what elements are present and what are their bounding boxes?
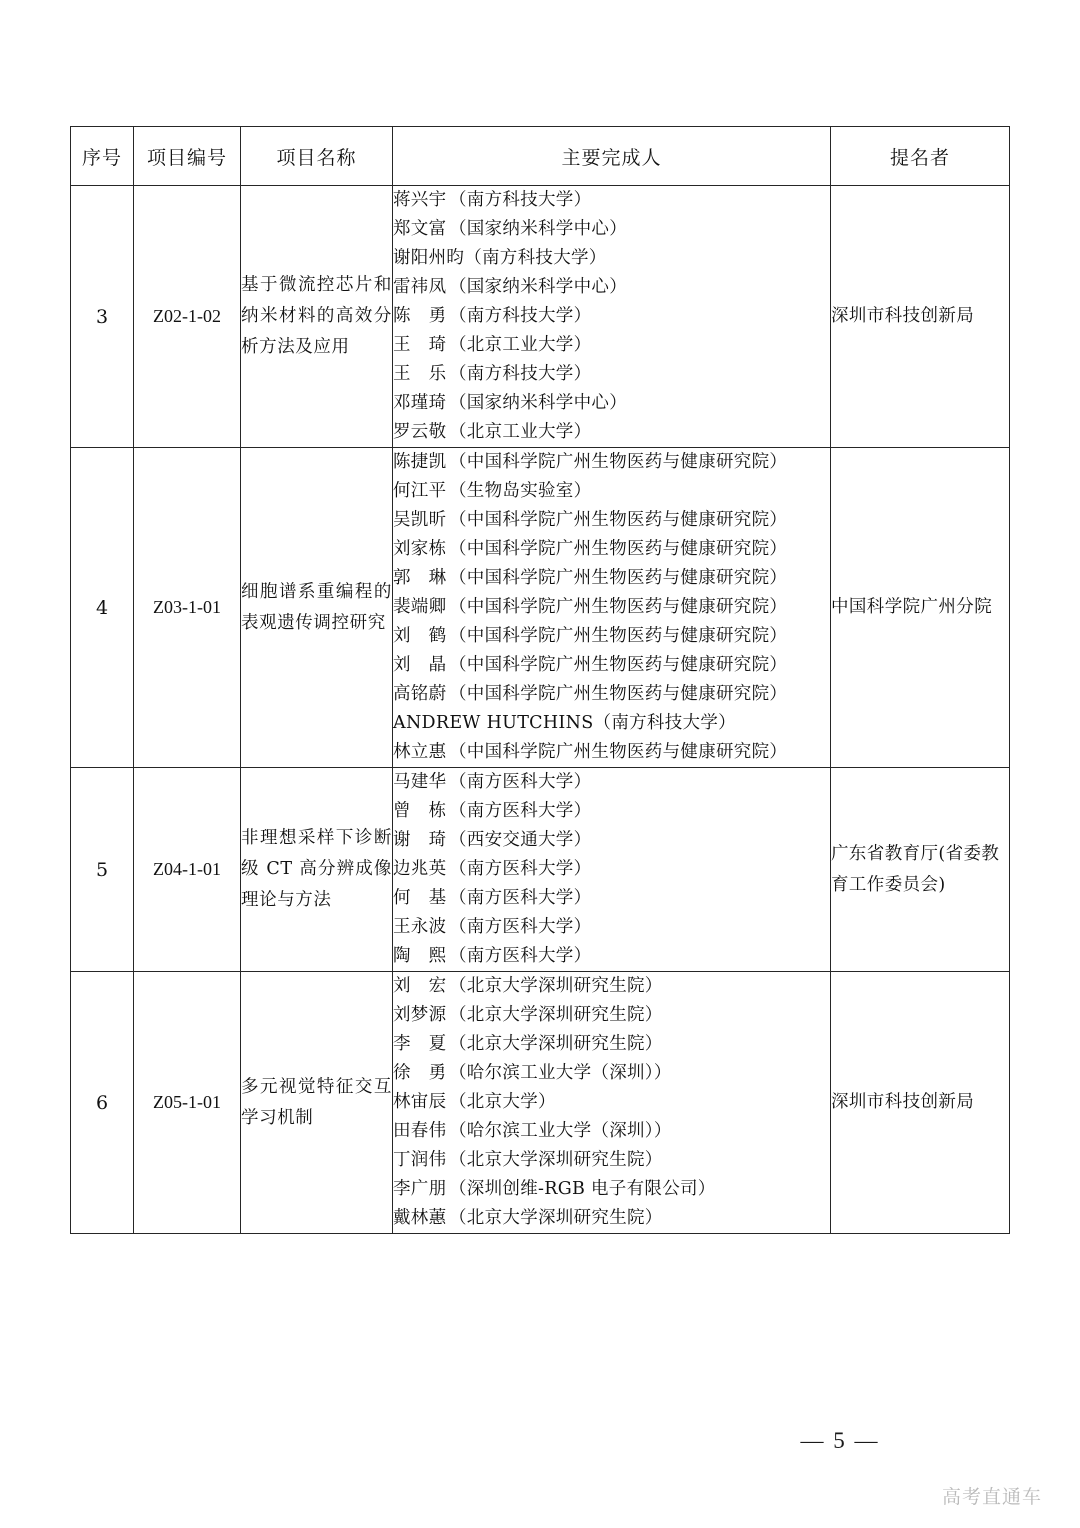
person-entry xyxy=(393,360,830,389)
person-name: 王永波 xyxy=(393,917,447,937)
person-entry xyxy=(393,768,830,797)
person-org: （中国科学院广州生物医药与健康研究院） xyxy=(449,684,788,704)
person-org: （北京大学深圳研究生院） xyxy=(449,1034,663,1054)
person-entry xyxy=(393,215,830,244)
table-row xyxy=(71,186,1010,448)
award-project-table xyxy=(70,126,1010,1234)
person-name: 刘梦源 xyxy=(393,1005,447,1025)
person-org: （国家纳米科学中心） xyxy=(449,393,627,413)
cell-people xyxy=(393,448,831,768)
cell-nominator: 深圳市科技创新局 xyxy=(831,972,1010,1234)
person-entry xyxy=(393,1030,830,1059)
person-entry xyxy=(393,942,830,971)
person-entry xyxy=(393,972,830,1001)
person-entry xyxy=(393,1117,830,1146)
person-entry xyxy=(393,738,830,767)
person-entry xyxy=(393,1175,830,1204)
column-header-code: 项目编号 xyxy=(134,127,241,186)
person-name: 王 乐 xyxy=(393,364,447,384)
person-org: （中国科学院广州生物医药与健康研究院） xyxy=(449,626,788,646)
person-name: 吴凯昕 xyxy=(393,510,447,530)
person-org: （生物岛实验室） xyxy=(449,481,592,501)
cell-people xyxy=(393,768,831,972)
person-name: 雷祎凤 xyxy=(393,277,447,297)
person-entry xyxy=(393,622,830,651)
column-header-nominator: 提名者 xyxy=(831,127,1010,186)
cell-index: 4 xyxy=(71,448,134,768)
person-name: 邓瑾琦 xyxy=(393,393,447,413)
person-name: 谢阳州昀 xyxy=(393,248,465,268)
person-name: 郑文富 xyxy=(393,219,447,239)
cell-code: Z05-1-01 xyxy=(134,972,241,1234)
cell-project-name: 基于微流控芯片和纳米材料的高效分析方法及应用 xyxy=(241,186,393,448)
person-org: （南方医科大学） xyxy=(449,859,592,879)
person-org: （国家纳米科学中心） xyxy=(449,219,627,239)
person-org: （深圳创维-RGB 电子有限公司） xyxy=(449,1179,716,1199)
person-name: 刘家栋 xyxy=(393,539,447,559)
person-org: （南方医科大学） xyxy=(449,917,592,937)
person-entry xyxy=(393,1146,830,1175)
person-org: （北京工业大学） xyxy=(449,335,592,355)
cell-project-name: 细胞谱系重编程的表观遗传调控研究 xyxy=(241,448,393,768)
person-org: （北京大学深圳研究生院） xyxy=(449,1150,663,1170)
watermark: 高考直通车 xyxy=(941,1486,1042,1508)
person-entry xyxy=(393,855,830,884)
cell-nominator: 深圳市科技创新局 xyxy=(831,186,1010,448)
cell-index: 3 xyxy=(71,186,134,448)
person-org: （南方医科大学） xyxy=(449,772,592,792)
person-name: 何 基 xyxy=(393,888,447,908)
person-entry xyxy=(393,535,830,564)
person-name: 林立惠 xyxy=(393,742,447,762)
award-table-container xyxy=(70,126,1009,1234)
person-name: 田春伟 xyxy=(393,1121,447,1141)
person-name: 裴端卿 xyxy=(393,597,447,617)
person-org: （北京大学） xyxy=(449,1092,556,1112)
person-entry xyxy=(393,331,830,360)
table-row xyxy=(71,448,1010,768)
cell-code: Z03-1-01 xyxy=(134,448,241,768)
cell-index: 5 xyxy=(71,768,134,972)
person-org: （南方科技大学） xyxy=(449,190,592,210)
person-org: （中国科学院广州生物医药与健康研究院） xyxy=(449,539,788,559)
person-entry xyxy=(393,186,830,215)
person-name: 戴林蕙 xyxy=(393,1208,447,1228)
person-name: 陈捷凯 xyxy=(393,452,447,472)
person-entry xyxy=(393,1059,830,1088)
cell-people xyxy=(393,186,831,448)
person-name: 刘 宏 xyxy=(393,976,447,996)
person-name: 刘 晶 xyxy=(393,655,447,675)
table-header xyxy=(71,127,1010,186)
person-org: （南方科技大学） xyxy=(464,248,607,268)
person-name: 马建华 xyxy=(393,772,447,792)
person-entry xyxy=(393,651,830,680)
page-number: — 5 — xyxy=(800,1428,880,1453)
cell-index: 6 xyxy=(71,972,134,1234)
person-org: （哈尔滨工业大学（深圳）） xyxy=(449,1063,672,1083)
person-org: （南方科技大学） xyxy=(449,364,592,384)
person-name: 边兆英 xyxy=(393,859,447,879)
person-name: 李 夏 xyxy=(393,1034,447,1054)
person-org: （中国科学院广州生物医药与健康研究院） xyxy=(449,655,788,675)
person-entry xyxy=(393,826,830,855)
cell-project-name: 非理想采样下诊断级 CT 高分辨成像理论与方法 xyxy=(241,768,393,972)
person-org: （南方医科大学） xyxy=(449,946,592,966)
person-name: 蒋兴宇 xyxy=(393,190,447,210)
person-org: （中国科学院广州生物医药与健康研究院） xyxy=(449,510,788,530)
person-org: （北京大学深圳研究生院） xyxy=(449,1005,663,1025)
person-entry xyxy=(393,593,830,622)
person-entry xyxy=(393,273,830,302)
cell-nominator: 中国科学院广州分院 xyxy=(831,448,1010,768)
cell-code: Z04-1-01 xyxy=(134,768,241,972)
column-header-people: 主要完成人 xyxy=(393,127,831,186)
person-entry xyxy=(393,244,830,273)
person-entry xyxy=(393,418,830,447)
person-name: 曾 栋 xyxy=(393,801,447,821)
person-name: 林宙辰 xyxy=(393,1092,447,1112)
person-entry xyxy=(393,884,830,913)
person-entry xyxy=(393,913,830,942)
person-org: （中国科学院广州生物医药与健康研究院） xyxy=(449,597,788,617)
table-body xyxy=(71,186,1010,1234)
person-entry xyxy=(393,506,830,535)
person-org: （中国科学院广州生物医药与健康研究院） xyxy=(449,452,788,472)
person-org: （北京大学深圳研究生院） xyxy=(449,976,663,996)
person-entry xyxy=(393,302,830,331)
person-org: （北京工业大学） xyxy=(449,422,592,442)
person-org: （南方医科大学） xyxy=(449,888,592,908)
person-name: 王 琦 xyxy=(393,335,447,355)
person-name: 谢 琦 xyxy=(393,830,447,850)
person-entry xyxy=(393,680,830,709)
table-row xyxy=(71,768,1010,972)
person-name: 李广朋 xyxy=(393,1179,447,1199)
person-org: （中国科学院广州生物医药与健康研究院） xyxy=(449,568,788,588)
table-header-row xyxy=(71,127,1010,186)
person-name: ANDREW HUTCHINS xyxy=(393,713,594,733)
person-entry xyxy=(393,448,830,477)
person-entry xyxy=(393,1001,830,1030)
person-name: 刘 鹤 xyxy=(393,626,447,646)
person-org: （南方医科大学） xyxy=(449,801,592,821)
cell-nominator: 广东省教育厅(省委教育工作委员会) xyxy=(831,768,1010,972)
person-org: （哈尔滨工业大学（深圳）） xyxy=(449,1121,672,1141)
person-name: 罗云敬 xyxy=(393,422,447,442)
column-header-index: 序号 xyxy=(71,127,134,186)
person-name: 郭 琳 xyxy=(393,568,447,588)
person-name: 陈 勇 xyxy=(393,306,447,326)
person-name: 陶 熙 xyxy=(393,946,447,966)
person-name: 丁润伟 xyxy=(393,1150,447,1170)
person-entry xyxy=(393,1204,830,1233)
cell-code: Z02-1-02 xyxy=(134,186,241,448)
cell-project-name: 多元视觉特征交互学习机制 xyxy=(241,972,393,1234)
person-entry xyxy=(393,564,830,593)
person-entry xyxy=(393,709,830,738)
person-entry xyxy=(393,797,830,826)
person-entry xyxy=(393,1088,830,1117)
table-row xyxy=(71,972,1010,1234)
person-org: （南方科技大学） xyxy=(449,306,592,326)
person-org: （南方科技大学） xyxy=(593,713,736,733)
person-entry xyxy=(393,389,830,418)
cell-people xyxy=(393,972,831,1234)
person-org: （中国科学院广州生物医药与健康研究院） xyxy=(449,742,788,762)
person-org: （北京大学深圳研究生院） xyxy=(449,1208,663,1228)
column-header-name: 项目名称 xyxy=(241,127,393,186)
person-org: （西安交通大学） xyxy=(449,830,592,850)
person-name: 高铭蔚 xyxy=(393,684,447,704)
person-org: （国家纳米科学中心） xyxy=(449,277,627,297)
person-name: 徐 勇 xyxy=(393,1063,447,1083)
person-name: 何江平 xyxy=(393,481,447,501)
person-entry xyxy=(393,477,830,506)
